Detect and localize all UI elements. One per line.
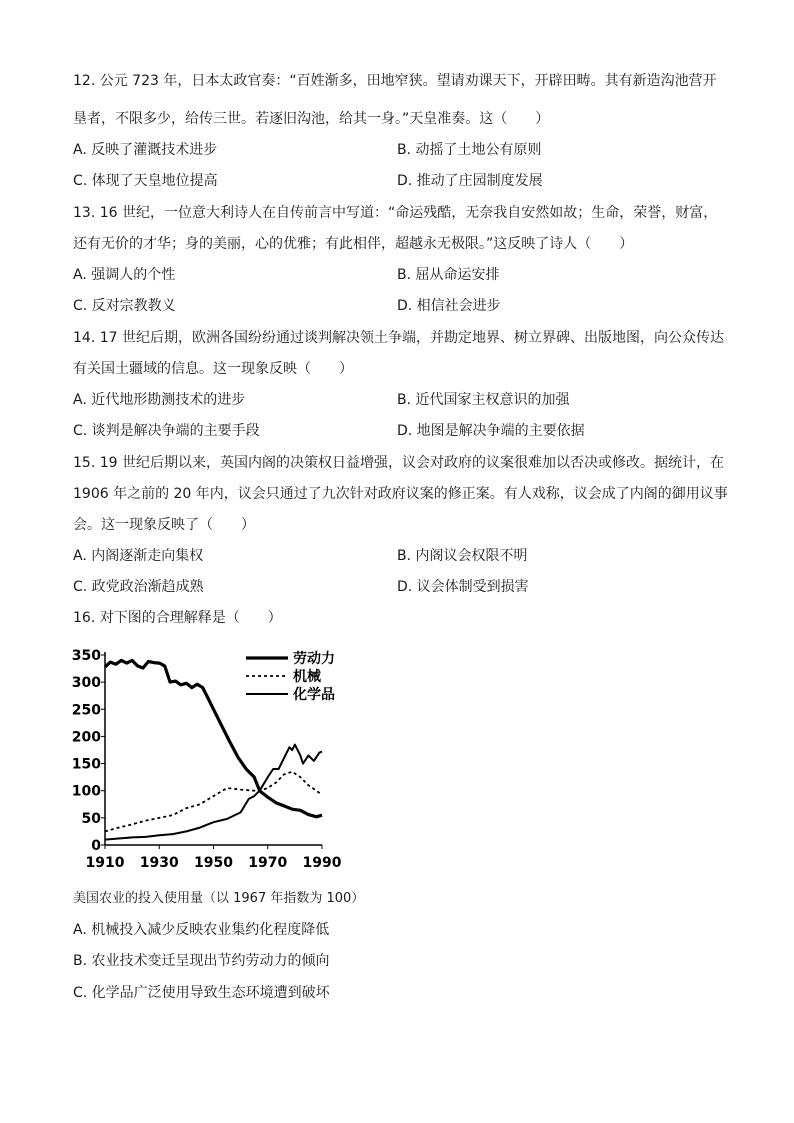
question-stem-line: 16. 对下图的合理解释是（ ） bbox=[73, 610, 282, 626]
question-stem-line: 会。这一现象反映了（ ） bbox=[73, 517, 255, 533]
question-stem-line: 13. 16 世纪，一位意大利诗人在自传前言中写道：“命运残酷，无奈我自安然如故；生命，荣誉，财富， bbox=[73, 205, 718, 221]
option-b: B. 近代国家主权意识的加强 bbox=[397, 392, 570, 408]
option-a: A. 强调人的个性 bbox=[73, 267, 176, 283]
y-tick-label: 200 bbox=[71, 729, 101, 746]
legend-label-labor: 劳动力 bbox=[293, 651, 335, 667]
option-c: C. 谈判是解决争端的主要手段 bbox=[73, 423, 260, 439]
y-tick-label: 100 bbox=[71, 783, 101, 800]
y-tick-label: 300 bbox=[71, 675, 101, 692]
x-tick-label: 1990 bbox=[302, 855, 342, 871]
question-stem-line: 还有无价的才华；身的美丽，心的优雅；有此相伴，超越永无极限。”这反映了诗人（ ） bbox=[73, 236, 634, 252]
legend-label-machinery: 机械 bbox=[293, 669, 321, 685]
option-d: D. 相信社会进步 bbox=[397, 298, 501, 314]
option-d: D. 推动了庄园制度发展 bbox=[397, 173, 543, 189]
question-stem-line: 有关国土疆域的信息。这一现象反映（ ） bbox=[73, 361, 353, 377]
series-lines bbox=[105, 660, 322, 839]
series-line-labor bbox=[105, 660, 322, 816]
option-c: C. 化学品广泛使用导致生态环境遭到破坏 bbox=[73, 985, 330, 1001]
option-c: C. 体现了天皇地位提高 bbox=[73, 173, 218, 189]
option-b: B. 内阁议会权限不明 bbox=[397, 548, 528, 564]
option-c: C. 政党政治渐趋成熟 bbox=[73, 579, 204, 595]
chart-caption: 美国农业的投入使用量（以 1967 年指数为 100） bbox=[73, 891, 365, 906]
option-a: A. 机械投入减少反映农业集约化程度降低 bbox=[73, 922, 330, 938]
question-stem-line: 12. 公元 723 年，日本太政官奏：“百姓渐多，田地窄狭。望请劝课天下，开辟田畴。其有新造沟池营开 bbox=[73, 73, 717, 89]
line-chart bbox=[70, 640, 360, 875]
y-tick-label: 250 bbox=[71, 702, 101, 719]
option-b: B. 屈从命运安排 bbox=[397, 267, 500, 283]
option-a: A. 内阁逐渐走向集权 bbox=[73, 548, 204, 564]
option-d: D. 地图是解决争端的主要依据 bbox=[397, 423, 585, 439]
x-ticks bbox=[86, 845, 342, 871]
question-stem-line: 垦者，不限多少，给传三世。若逐旧沟池，给其一身。”天皇准奏。这（ ） bbox=[73, 111, 550, 127]
series-line-chemicals bbox=[105, 745, 322, 840]
x-tick-label: 1950 bbox=[194, 855, 233, 871]
y-tick-label: 0 bbox=[91, 838, 101, 854]
question-stem-line: 14. 17 世纪后期，欧洲各国纷纷通过谈判解决领土争端，并勘定地界、树立界碑、出版地图，向公众传达 bbox=[73, 330, 724, 346]
option-a: A. 反映了灌溉技术进步 bbox=[73, 142, 218, 158]
x-tick-label: 1930 bbox=[139, 855, 179, 871]
y-tick-label: 350 bbox=[71, 648, 101, 664]
option-c: C. 反对宗教教义 bbox=[73, 298, 176, 314]
x-tick-label: 1910 bbox=[85, 855, 125, 871]
question-stem-line: 1906 年之前的 20 年内，议会只通过了九次针对政府议案的修正案。有人戏称，议会成了内阁的御用议事 bbox=[73, 486, 728, 502]
x-tick-label: 1970 bbox=[248, 855, 288, 871]
legend-label-chemicals: 化学品 bbox=[293, 687, 335, 703]
legend bbox=[246, 650, 335, 703]
option-b: B. 农业技术变迁呈现出节约劳动力的倾向 bbox=[73, 953, 330, 969]
y-ticks bbox=[72, 648, 105, 854]
option-d: D. 议会体制受到损害 bbox=[397, 579, 529, 595]
question-stem-line: 15. 19 世纪后期以来，英国内阁的决策权日益增强，议会对政府的议案很难加以否决或修改。据统计，在 bbox=[73, 455, 724, 471]
y-tick-label: 150 bbox=[71, 756, 101, 773]
option-a: A. 近代地形勘测技术的进步 bbox=[73, 392, 246, 408]
y-tick-label: 50 bbox=[81, 810, 101, 827]
option-b: B. 动摇了土地公有原则 bbox=[397, 142, 542, 158]
